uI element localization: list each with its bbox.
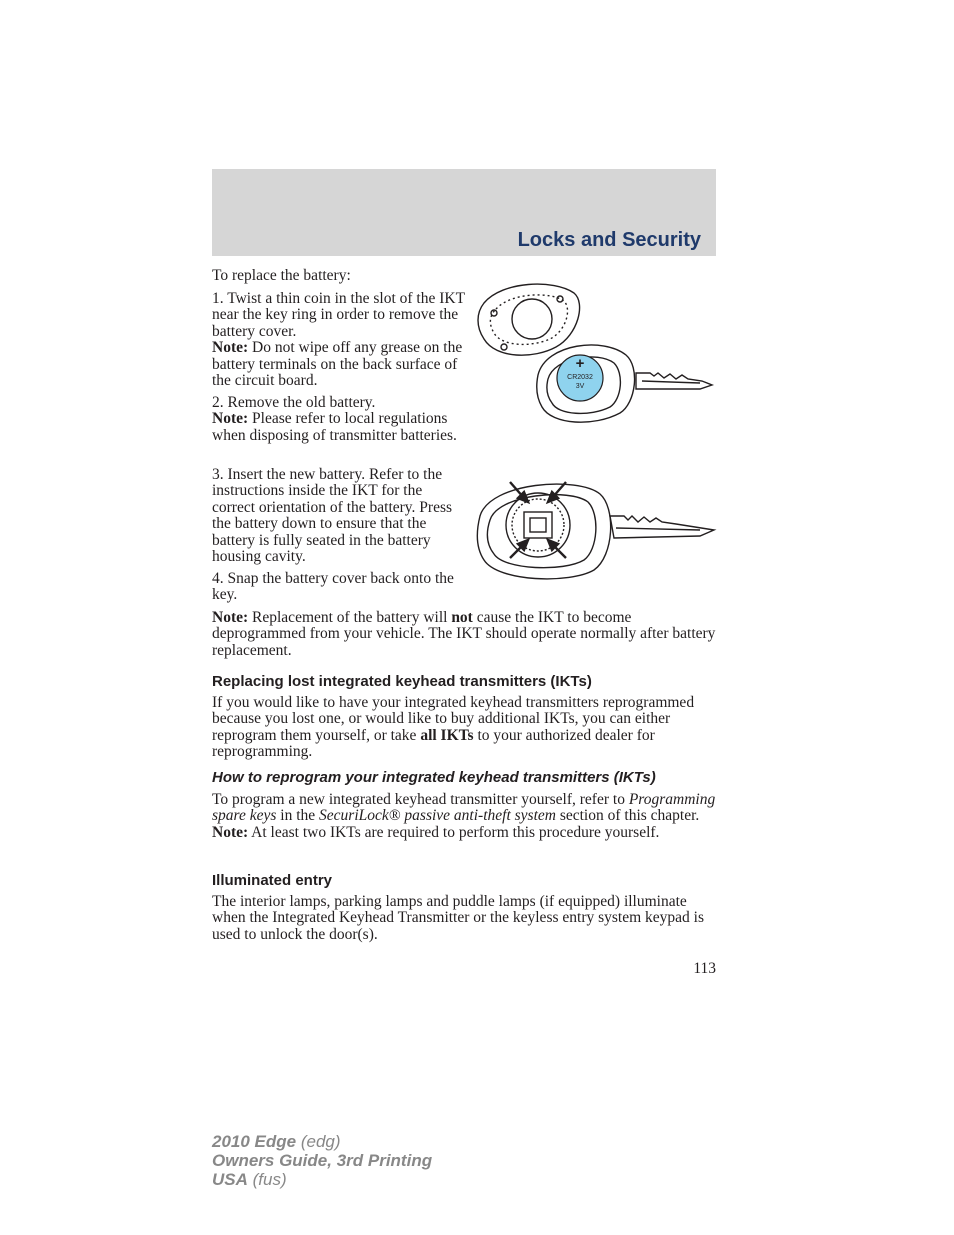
step-1-note bbox=[212, 340, 474, 389]
battery-plus: + bbox=[575, 355, 585, 372]
note-text: Do not wipe off any grease on the battery terminals on the back surface of the circuit board. bbox=[212, 339, 463, 390]
key-cover-removed-illustration bbox=[474, 275, 719, 425]
body-part2: in the bbox=[276, 807, 320, 825]
footer-line-3 bbox=[212, 1170, 432, 1189]
battery-label-line2: 3V bbox=[575, 383, 585, 390]
key-blade bbox=[610, 516, 714, 538]
section-body-illuminated: The interior lamps, parking lamps and puddle lamps (if equipped) illuminate when the Integrated Keyhead Transmitter or the keyless entry system keypad is used to unlock the door(s). bbox=[212, 893, 705, 943]
section-heading-reprogram: How to reprogram your integrated keyhead transmitters (IKTs) bbox=[212, 769, 656, 786]
step-2-text: 2. Remove the old battery. bbox=[212, 394, 376, 411]
footer-market-code: (fus) bbox=[247, 1170, 287, 1189]
step-1-text: 1. Twist a thin coin in the slot of the IKT near the key ring in order to remove the battery cover. bbox=[212, 290, 465, 340]
note-text: At least two IKTs are required to perform this procedure yourself. bbox=[248, 823, 660, 841]
section-heading-replacing: Replacing lost integrated keyhead transmitters (IKTs) bbox=[212, 673, 592, 690]
step-1 bbox=[212, 291, 474, 389]
section-title: Locks and Security bbox=[517, 229, 701, 251]
page-number: 113 bbox=[693, 960, 716, 977]
footer-line-2 bbox=[212, 1151, 432, 1170]
note-label: Note: bbox=[212, 609, 249, 626]
step-2 bbox=[212, 395, 474, 444]
body-part1: If you would like to have your integrated keyhead transmitters reprogrammed because you lost one, or would like to buy additional IKTs, you can either reprogram them yourself, or take bbox=[212, 694, 695, 744]
step-2-note bbox=[212, 411, 474, 444]
step-3 bbox=[212, 467, 467, 565]
step-3-text: 3. Insert the new battery. Refer to the instructions inside the IKT for the correct orientation of the battery. Press the battery down to ensure that the battery is fully seated in the battery housing cavity. bbox=[212, 466, 453, 566]
note-label: Note: bbox=[212, 823, 249, 841]
securilock-ref: SecuriLock® passive anti-theft system bbox=[319, 807, 556, 825]
programming-spare-keys-ref: Programming spare keys bbox=[212, 791, 716, 825]
note-label: Note: bbox=[212, 410, 249, 428]
footer bbox=[212, 1132, 432, 1189]
section-body-reprogram bbox=[212, 792, 718, 841]
note-emph: not bbox=[451, 609, 473, 626]
section-heading-illuminated: Illuminated entry bbox=[212, 872, 333, 889]
battery-housing-illustration bbox=[474, 476, 719, 586]
battery-label-line1: CR2032 bbox=[567, 374, 593, 381]
battery-note bbox=[212, 610, 718, 659]
intro-text: To replace the battery: bbox=[212, 267, 351, 284]
step-4-text: 4. Snap the battery cover back onto the key. bbox=[212, 570, 454, 604]
note-text: Please refer to local regulations when disposing of transmitter batteries. bbox=[212, 410, 457, 444]
body-part3: section of this chapter. bbox=[555, 807, 700, 825]
step-4 bbox=[212, 571, 474, 604]
body-part1: To program a new integrated keyhead transmitter yourself, refer to bbox=[212, 791, 629, 808]
body-part2: to your authorized dealer for reprogramming. bbox=[212, 726, 655, 761]
note-part2: cause the IKT to become deprogrammed from your vehicle. The IKT should operate normally after battery replacement. bbox=[212, 609, 716, 659]
note-label: Note: bbox=[212, 339, 249, 357]
footer-market: USA bbox=[212, 1170, 248, 1189]
footer-guide: Owners Guide, 3rd Printing bbox=[212, 1151, 433, 1170]
note-part1: Replacement of the battery will bbox=[248, 609, 452, 626]
footer-line-1 bbox=[212, 1132, 432, 1151]
footer-model: 2010 Edge bbox=[212, 1132, 297, 1151]
footer-model-code: (edg) bbox=[296, 1132, 341, 1151]
header-band bbox=[212, 169, 716, 256]
section-body-replacing bbox=[212, 695, 718, 761]
body-emph: all IKTs bbox=[420, 726, 474, 744]
